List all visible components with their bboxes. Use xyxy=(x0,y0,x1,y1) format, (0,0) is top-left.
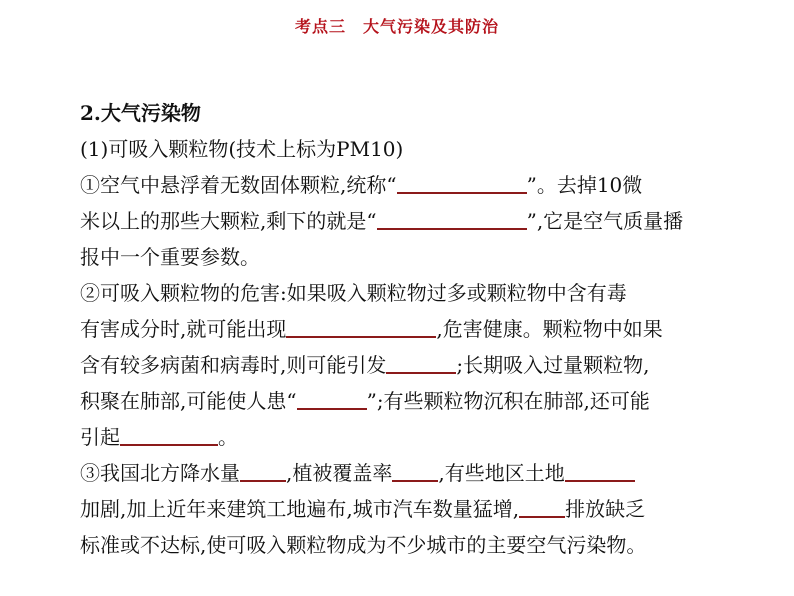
blank-field[interactable] xyxy=(565,458,635,482)
p3-text: ,植被覆盖率 xyxy=(286,461,393,485)
blank-field[interactable] xyxy=(377,206,527,230)
p1-text: ①空气中悬浮着无数固体颗粒,统称“ xyxy=(80,173,397,197)
p2-text: ”;有些颗粒物沉积在肺部,还可能 xyxy=(366,389,650,413)
p2-text: ,危害健康。颗粒物中如果 xyxy=(436,317,663,341)
p1-line-1 xyxy=(80,167,760,203)
blank-field[interactable] xyxy=(286,314,436,338)
p1-text: 米以上的那些大颗粒,剩下的就是“ xyxy=(80,209,377,233)
p2-line-5 xyxy=(80,419,760,455)
content-body xyxy=(80,95,760,563)
p3-line-2 xyxy=(80,491,760,527)
p3-text: ,有些地区土地 xyxy=(438,461,565,485)
p2-text: 。 xyxy=(218,425,238,449)
p1-text: ”。去掉10微 xyxy=(526,173,643,197)
subsection-heading: (1)可吸入颗粒物(技术上标为PM10) xyxy=(80,137,404,161)
p2-text: 积聚在肺部,可能使人患“ xyxy=(80,389,297,413)
page-header: 考点三 大气污染及其防治 xyxy=(294,17,499,36)
p2-line-1: ②可吸入颗粒物的危害:如果吸入颗粒物过多或颗粒物中含有毒 xyxy=(80,281,627,305)
p2-line-3 xyxy=(80,347,760,383)
p3-line-1 xyxy=(80,455,760,491)
p3-text: 加剧,加上近年来建筑工地遍布,城市汽车数量猛增, xyxy=(80,497,520,521)
blank-field[interactable] xyxy=(386,350,456,374)
p2-text: 含有较多病菌和病毒时,则可能引发 xyxy=(80,353,387,377)
blank-field[interactable] xyxy=(519,494,565,518)
blank-field[interactable] xyxy=(120,422,218,446)
p1-line-3: 报中一个重要参数。 xyxy=(80,245,260,269)
blank-field[interactable] xyxy=(392,458,438,482)
p2-line-2 xyxy=(80,311,760,347)
p2-text: 引起 xyxy=(80,425,120,449)
blank-field[interactable] xyxy=(240,458,286,482)
p1-text: ”,它是空气质量播 xyxy=(526,209,684,233)
p2-text: 有害成分时,就可能出现 xyxy=(80,317,287,341)
p3-line-3: 标准或不达标,使可吸入颗粒物成为不少城市的主要空气污染物。 xyxy=(80,533,647,557)
p3-text: 排放缺乏 xyxy=(565,497,646,521)
p3-text: ③我国北方降水量 xyxy=(80,461,240,485)
p2-line-4 xyxy=(80,383,760,419)
section-heading: 2.大气污染物 xyxy=(80,101,201,125)
blank-field[interactable] xyxy=(297,386,367,410)
p2-text: ;长期吸入过量颗粒物, xyxy=(456,353,650,377)
blank-field[interactable] xyxy=(397,170,527,194)
p1-line-2 xyxy=(80,203,760,239)
